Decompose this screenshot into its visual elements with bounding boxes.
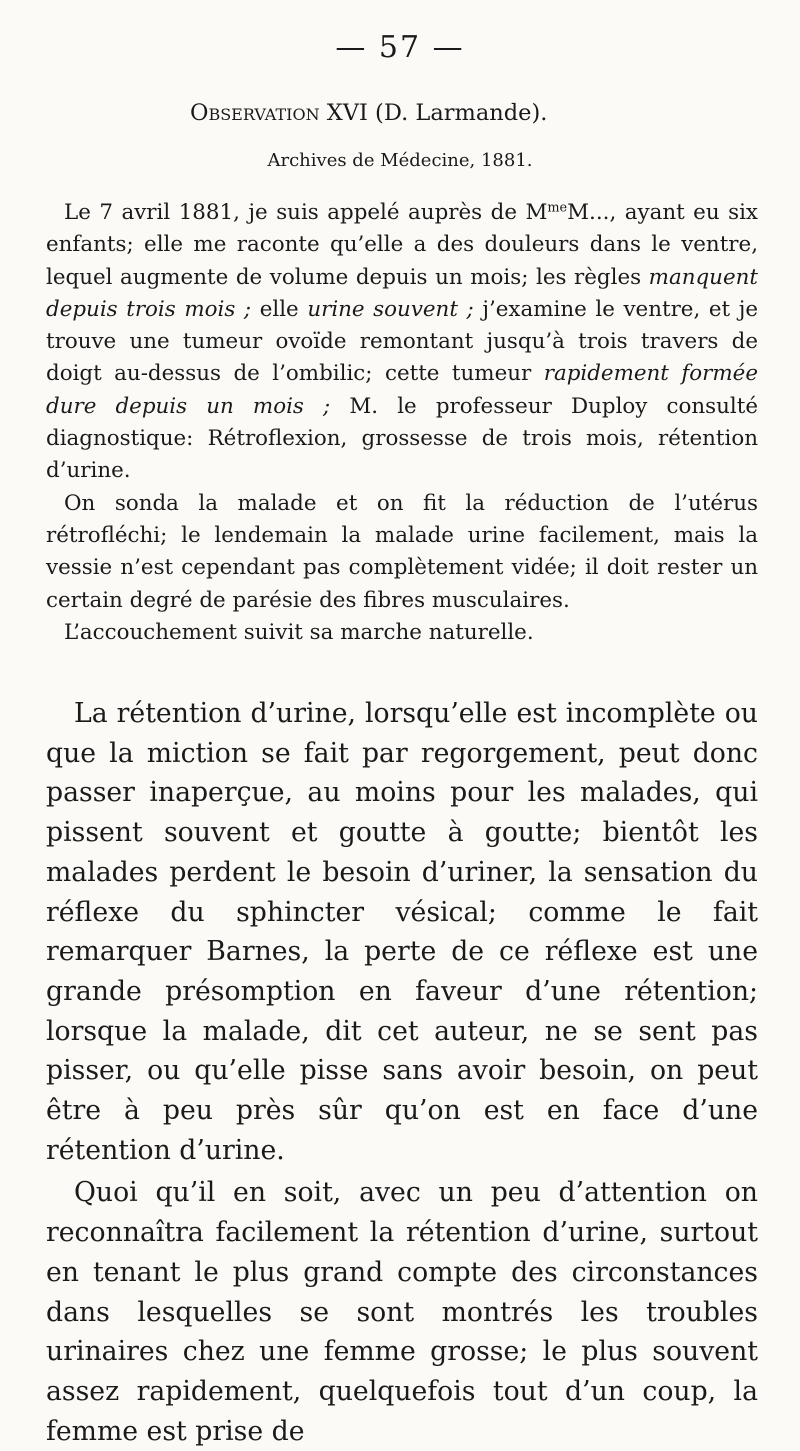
text-run: M. le professeur Duploy consulté diagnostique: Rétroflexion, grossesse de trois mois, rétention d’urine.: [46, 393, 758, 484]
page-number: — 57 —: [335, 30, 465, 65]
observation-text: [46, 197, 758, 649]
text-run: Le 7 avril 1881, je suis appelé auprès de M: [64, 200, 548, 225]
main-text: [46, 694, 758, 1451]
body-paragraph: La rétention d’urine, lorsqu’elle est incomplète ou que la miction se fait par regorgement, peut donc passer inaperçue, au moins pour les malades, qui pissent souvent et goutte à goutte; bientôt les malades perdent le besoin d’uriner, la sensation du réflexe du sphincter vésical; comme le fait remarquer Barnes, la perte de ce réflexe est une grande présomption en faveur d’une rétention; lorsque la malade, dit cet auteur, ne se sent pas pisser, ou qu’elle pisse sans avoir besoin, on peut être à peu près sûr qu’on est en face d’une rétention d’urine.: [46, 698, 758, 1166]
observation-title-lead: Observation: [190, 100, 320, 126]
observation-title: [190, 100, 547, 126]
italic-run: urine souvent ;: [307, 296, 474, 322]
text-run: M..., ayant eu six enfants; elle me raconte qu’elle a des douleurs dans le ventre, lequel augmente de volume depuis un mois; les règles: [46, 200, 758, 290]
text-run: j’examine le ventre, et je trouve une tumeur ovoïde remontant jusqu’à trois travers de doigt au-dessus de l’ombilic; cette tumeur: [46, 296, 758, 387]
observation-paragraph: On sonda la malade et on fit la réduction de l’utérus rétrofléchi; le lendemain la malade urine facilement, mais la vessie n’est cependant pas complètement vidée; il doit rester un certain degré de parésie des fibres musculaires.: [46, 490, 758, 613]
superscript: me: [547, 200, 568, 216]
body-paragraph: Quoi qu’il en soit, avec un peu d’attention on reconnaîtra facilement la rétention d’urine, surtout en tenant le plus grand compte des circonstances dans lesquelles se sont montrés les troubles urinaires chez une femme grosse; le plus souvent assez rapidement, quelquefois tout d’un coup, la femme est prise de: [46, 1177, 758, 1447]
observation-paragraph: L’accouchement suivit sa marche naturelle.: [64, 619, 534, 645]
observation-paragraph: [46, 197, 758, 488]
observation-source: Archives de Médecine, 1881.: [267, 150, 533, 171]
italic-run: manquent depuis trois mois ;: [46, 264, 758, 322]
observation-title-rest: XVI (D. Larmande).: [319, 100, 548, 126]
italic-run: rapidement formée dure depuis un mois ;: [46, 361, 758, 419]
text-run: elle: [251, 296, 308, 322]
